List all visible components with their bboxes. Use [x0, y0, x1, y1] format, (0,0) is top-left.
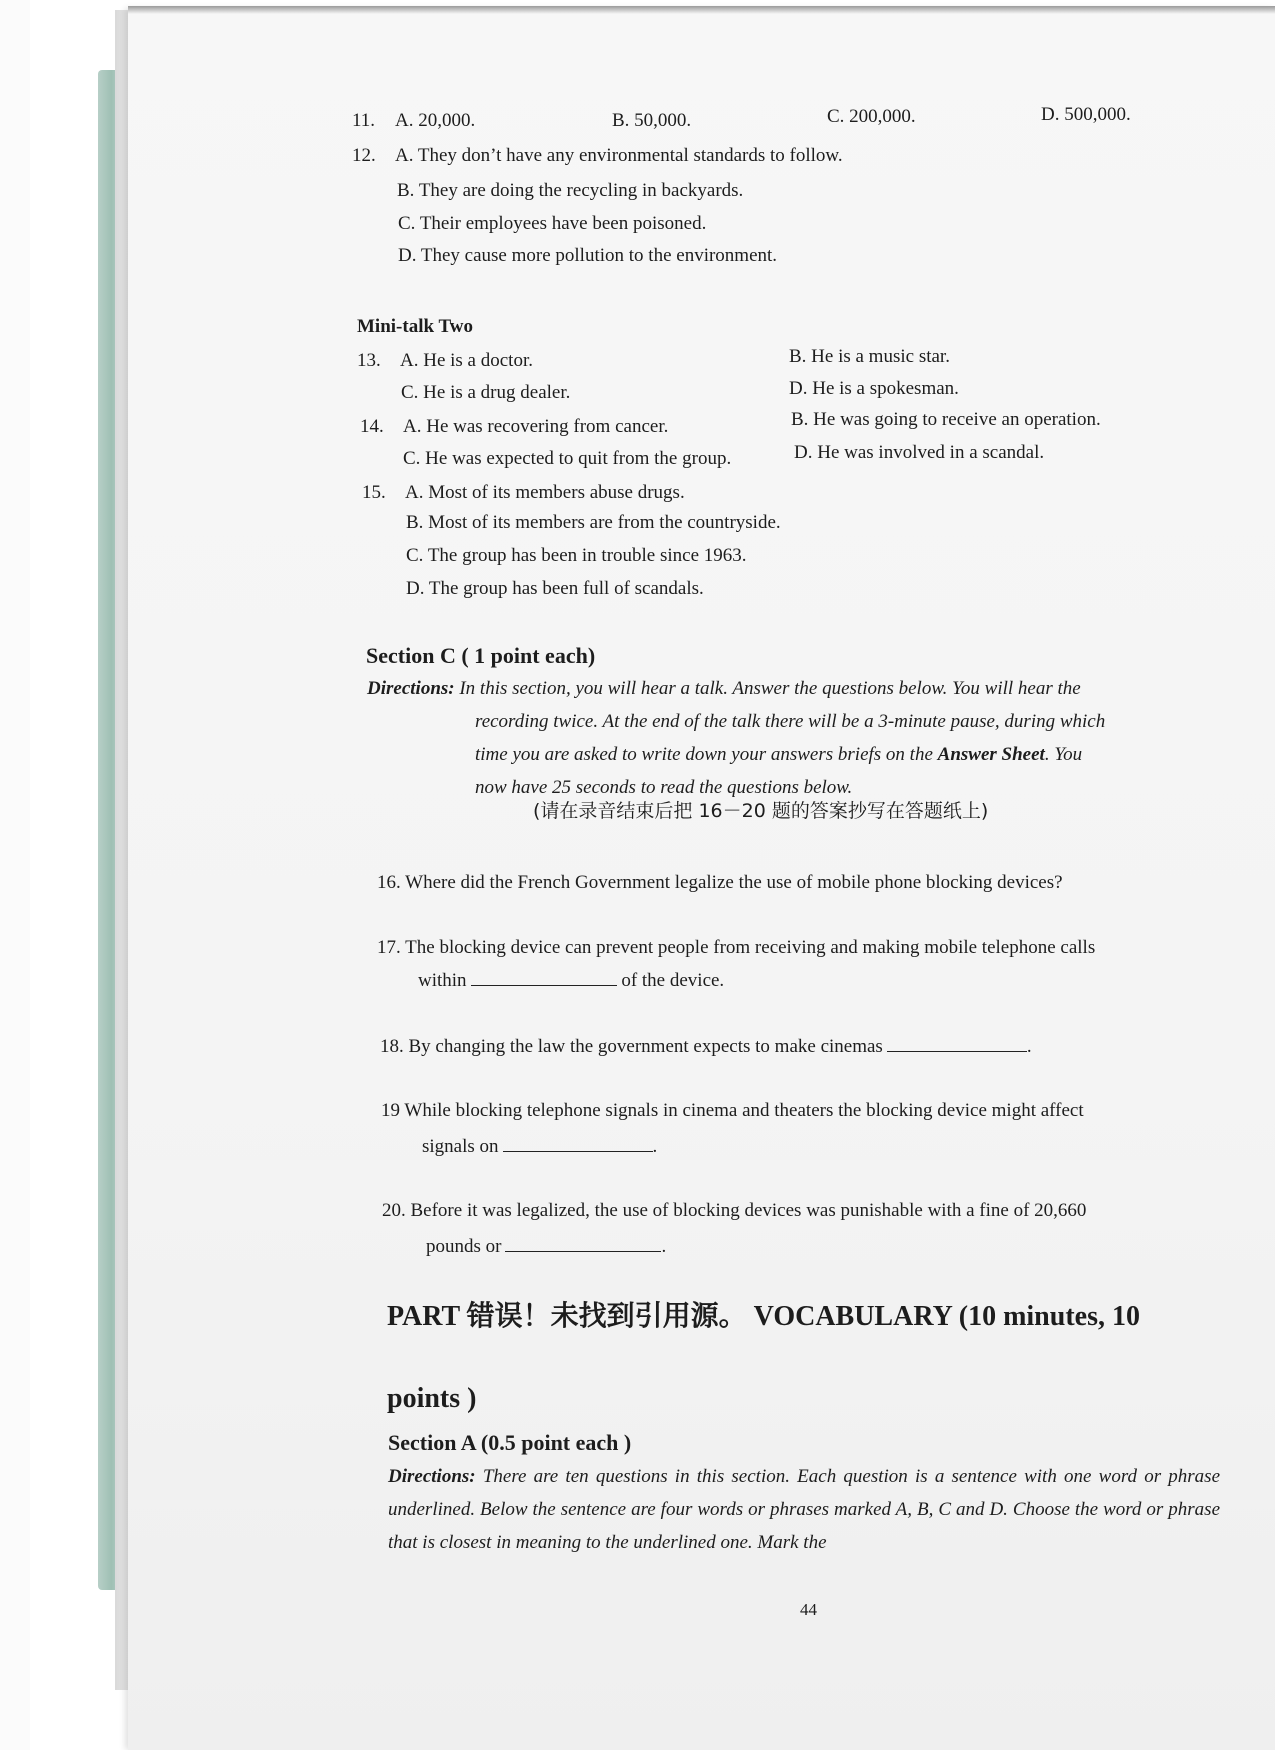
- question-11-option-b: B. 50,000.: [612, 110, 692, 131]
- question-20-line1: 20. Before it was legalized, the use of blocking devices was punishable with a fine of 20,660: [382, 1200, 1087, 1221]
- question-12-option-c: C. Their employees have been poisoned.: [398, 213, 707, 234]
- question-15-option-a: A. Most of its members abuse drugs.: [405, 482, 685, 503]
- question-14-option-c: C. He was expected to quit from the group.: [403, 448, 732, 469]
- question-11-number: 11.: [352, 110, 376, 131]
- question-16: 16. Where did the French Government legalize the use of mobile phone blocking devices?: [377, 872, 1063, 893]
- section-c-directions-line1: In this section, you will hear a talk. Answer the questions below. You will hear the: [459, 678, 1081, 699]
- section-a-directions-label: Directions:: [388, 1466, 476, 1487]
- question-18-answer-blank[interactable]: [887, 1050, 1027, 1052]
- section-c-directions-line2: recording twice. At the end of the talk there will be a 3-minute pause, during which: [475, 711, 1106, 732]
- question-13-option-c: C. He is a drug dealer.: [401, 382, 571, 403]
- question-11-option-c: C. 200,000.: [827, 106, 916, 127]
- minitalk-two-heading: Mini-talk Two: [357, 316, 473, 337]
- question-19-line1: 19 While blocking telephone signals in cinema and theaters the blocking device might affect: [381, 1100, 1084, 1121]
- question-14-number: 14.: [360, 416, 384, 437]
- question-20-answer-blank[interactable]: [505, 1250, 661, 1252]
- question-17-answer-blank[interactable]: [471, 984, 617, 986]
- question-14-option-a: A. He was recovering from cancer.: [403, 416, 669, 437]
- question-15-number: 15.: [362, 482, 386, 503]
- section-c-chinese-note: (请在录音结束后把 16－20 题的答案抄写在答题纸上): [533, 800, 989, 822]
- question-12-option-b: B. They are doing the recycling in backyards.: [397, 180, 744, 201]
- question-15-option-d: D. The group has been full of scandals.: [406, 578, 704, 599]
- page-number: 44: [800, 1600, 817, 1619]
- question-14-option-b: B. He was going to receive an operation.: [791, 409, 1101, 430]
- answer-sheet-emphasis: Answer Sheet: [937, 744, 1045, 765]
- question-15-option-b: B. Most of its members are from the countryside.: [406, 512, 781, 533]
- part-vocabulary-heading-cont: points ): [387, 1383, 477, 1414]
- question-17-line1: 17. The blocking device can prevent people from receiving and making mobile telephone calls: [377, 937, 1096, 958]
- question-13-number: 13.: [357, 350, 381, 371]
- question-11-option-a: A. 20,000.: [395, 110, 476, 131]
- question-18: 18. By changing the law the government expects to make cinemas .: [380, 1036, 1032, 1057]
- question-12-option-a: A. They don’t have any environmental standards to follow.: [395, 145, 843, 166]
- question-11-option-d: D. 500,000.: [1041, 104, 1131, 125]
- section-c-directions-line3: time you are asked to write down your answers briefs on the Answer Sheet. You: [475, 744, 1083, 765]
- question-19-line2: signals on .: [422, 1136, 658, 1157]
- part-vocabulary-heading: PART 错误！未找到引用源。 VOCABULARY (10 minutes, 10: [387, 1301, 1140, 1332]
- section-a-directions: [388, 1460, 1220, 1559]
- section-a-heading: Section A (0.5 point each ): [388, 1430, 632, 1455]
- section-c-heading: Section C ( 1 point each): [366, 643, 596, 668]
- question-13-option-b: B. He is a music star.: [789, 346, 950, 367]
- question-13-option-a: A. He is a doctor.: [400, 350, 533, 371]
- section-c-directions-line4: now have 25 seconds to read the questions below.: [475, 777, 853, 798]
- section-c-directions-label: Directions:: [367, 678, 455, 699]
- question-20-line2: pounds or .: [426, 1236, 667, 1257]
- question-19-answer-blank[interactable]: [503, 1150, 653, 1152]
- question-15-option-c: C. The group has been in trouble since 1963.: [406, 545, 747, 566]
- question-14-option-d: D. He was involved in a scandal.: [794, 442, 1045, 463]
- question-12-option-d: D. They cause more pollution to the environment.: [398, 245, 778, 266]
- question-12-number: 12.: [352, 145, 376, 166]
- question-17-line2: within of the device.: [418, 970, 725, 991]
- question-13-option-d: D. He is a spokesman.: [789, 378, 959, 399]
- section-a-directions-text: There are ten questions in this section. Each question is a sentence with one word or phrase underlined. Below the sentence are four words or phrases marked A, B, C and D. Choose the word or phrase that is closest in meaning to the underlined one. Mark the: [388, 1466, 1221, 1553]
- section-c-directions: [367, 672, 1197, 804]
